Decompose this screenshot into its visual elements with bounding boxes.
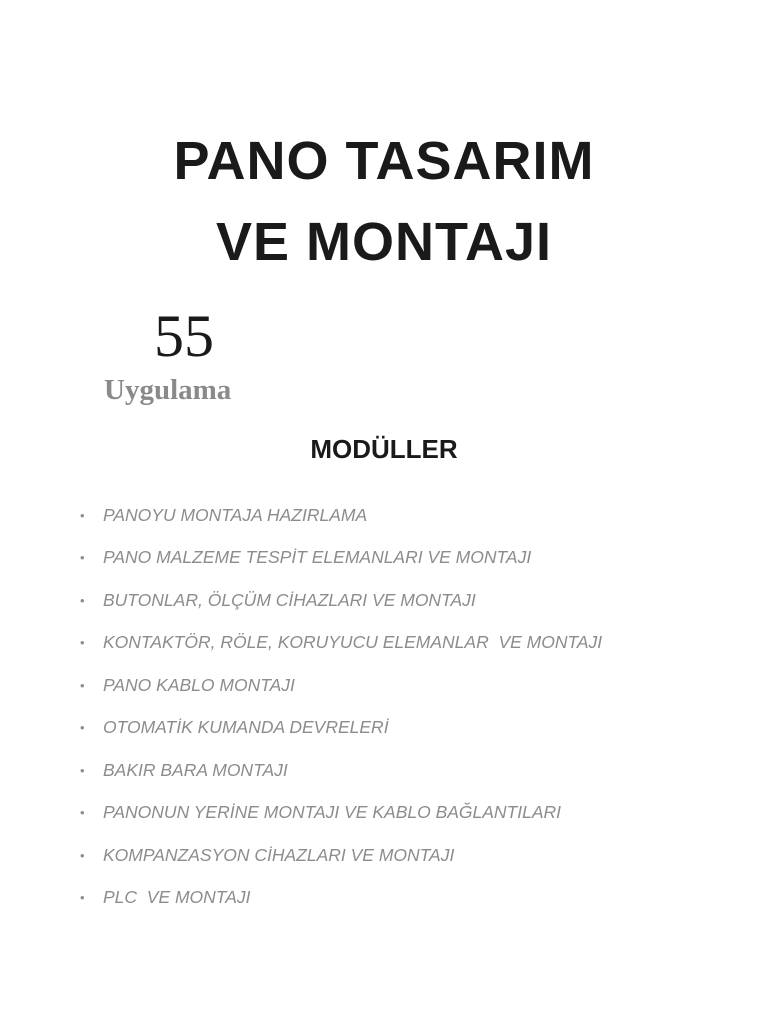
bullet-icon: • bbox=[80, 507, 85, 523]
application-number: 55 bbox=[154, 303, 214, 369]
module-item bbox=[80, 537, 750, 580]
module-item bbox=[80, 664, 750, 707]
module-label: PANONUN YERİNE MONTAJI VE KABLO BAĞLANTILARI bbox=[103, 802, 562, 823]
module-label: BAKIR BARA MONTAJI bbox=[103, 759, 288, 780]
bullet-icon: • bbox=[80, 805, 85, 821]
title-line-2: VE MONTAJI bbox=[215, 212, 553, 272]
module-label: PANO MALZEME TESPİT ELEMANLARI VE MONTAJI bbox=[103, 547, 532, 568]
module-item bbox=[80, 494, 750, 537]
bullet-icon: • bbox=[80, 677, 85, 693]
module-label: OTOMATİK KUMANDA DEVRELERİ bbox=[103, 717, 389, 738]
module-label: PANOYU MONTAJA HAZIRLAMA bbox=[103, 504, 368, 525]
module-item bbox=[80, 792, 750, 835]
module-item bbox=[80, 579, 750, 622]
bullet-icon: • bbox=[80, 847, 85, 863]
module-label: KOMPANZASYON CİHAZLARI VE MONTAJI bbox=[103, 844, 455, 865]
bullet-icon: • bbox=[80, 890, 85, 906]
bullet-icon: • bbox=[80, 592, 85, 608]
title-line-1: PANO TASARIM bbox=[173, 131, 595, 191]
module-label: PANO KABLO MONTAJI bbox=[103, 674, 295, 695]
module-item bbox=[80, 877, 750, 920]
module-item bbox=[80, 749, 750, 792]
bullet-icon: • bbox=[80, 720, 85, 736]
module-label: PLC VE MONTAJI bbox=[103, 887, 251, 908]
module-item bbox=[80, 622, 750, 665]
module-label: BUTONLAR, ÖLÇÜM CİHAZLARI VE MONTAJI bbox=[103, 589, 476, 610]
application-label: Uygulama bbox=[104, 374, 232, 406]
modules-heading: MODÜLLER bbox=[310, 434, 458, 464]
bullet-icon: • bbox=[80, 550, 85, 566]
module-item bbox=[80, 834, 750, 877]
bullet-icon: • bbox=[80, 635, 85, 651]
module-item bbox=[80, 707, 750, 750]
module-label: KONTAKTÖR, RÖLE, KORUYUCU ELEMANLAR VE MONTAJI bbox=[103, 632, 603, 653]
bullet-icon: • bbox=[80, 762, 85, 778]
modules-list bbox=[80, 494, 750, 919]
